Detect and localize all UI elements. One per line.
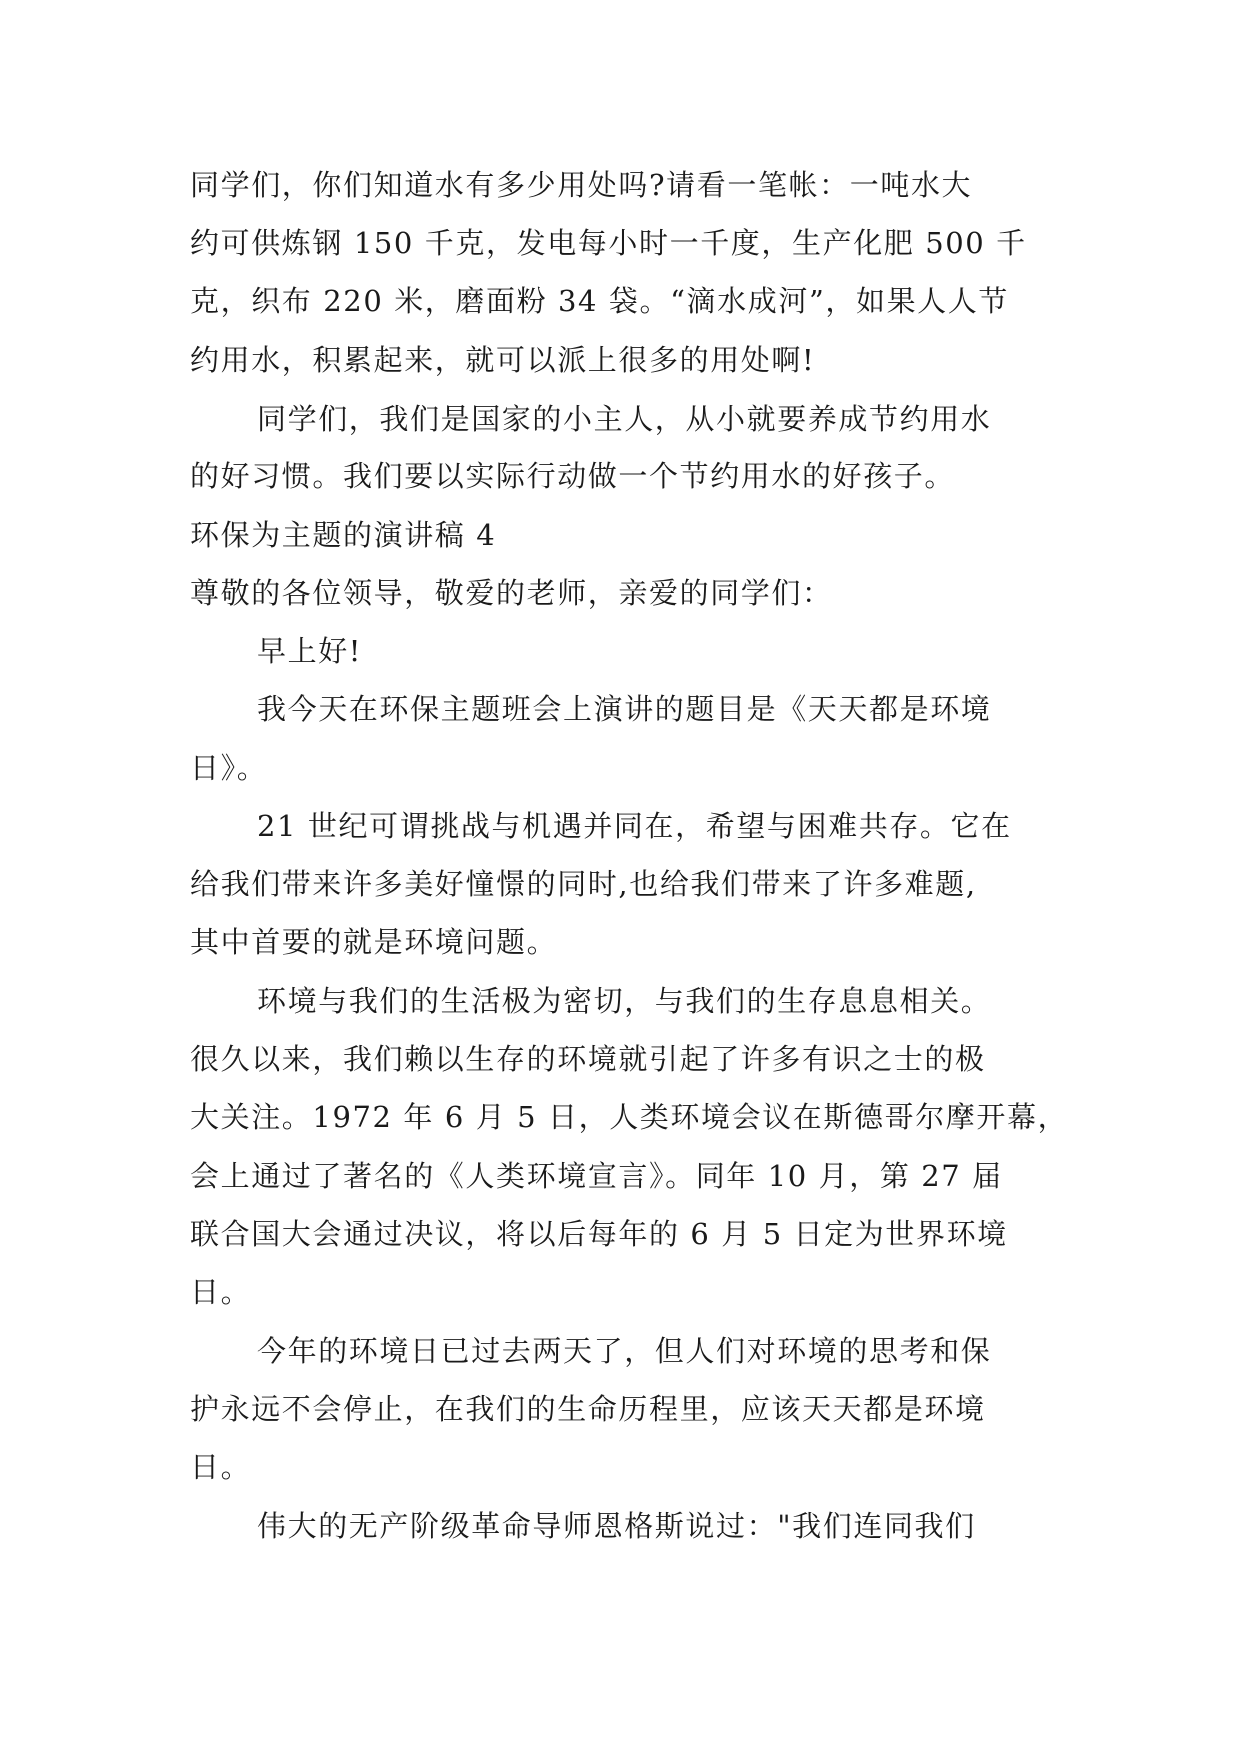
text-line: 伟大的无产阶级革命导师恩格斯说过："我们连同我们 (257, 1509, 976, 1543)
text-line: 日。 (190, 1450, 252, 1484)
text-line: 同学们，我们是国家的小主人，从小就要养成节约用水 (257, 402, 992, 436)
text-line: 很久以来，我们赖以生存的环境就引起了许多有识之士的极 (190, 1042, 986, 1076)
text-line: 克，织布 220 米，磨面粉 34 袋。“滴水成河”，如果人人节 (190, 284, 1009, 318)
text-line: 联合国大会通过决议，将以后每年的 6 月 5 日定为世界环境 (190, 1217, 1008, 1251)
text-line: 给我们带来许多美好憧憬的同时,也给我们带来了许多难题, (190, 867, 977, 901)
text-line: 环境与我们的生活极为密切，与我们的生存息息相关。 (257, 984, 992, 1018)
text-line: 今年的环境日已过去两天了，但人们对环境的思考和保 (257, 1334, 992, 1368)
text-line: 我今天在环保主题班会上演讲的题目是《天天都是环境 (257, 692, 992, 726)
text-line: 同学们，你们知道水有多少用处吗?请看一笔帐：一吨水大 (190, 168, 973, 202)
text-line: 的好习惯。我们要以实际行动做一个节约用水的好孩子。 (190, 459, 956, 493)
text-line: 大关注。1972 年 6 月 5 日，人类环境会议在斯德哥尔摩开幕， (190, 1100, 1069, 1134)
text-line: 其中首要的就是环境问题。 (190, 925, 558, 959)
section-heading: 环保为主题的演讲稿 4 (190, 518, 497, 552)
text-line: 日》。 (190, 751, 268, 785)
text-line: 21 世纪可谓挑战与机遇并同在，希望与困难共存。它在 (257, 809, 1012, 843)
text-line: 会上通过了著名的《人类环境宣言》。同年 10 月，第 27 届 (190, 1159, 1003, 1193)
salutation: 尊敬的各位领导，敬爱的老师，亲爱的同学们： (190, 576, 833, 610)
text-line: 约用水，积累起来，就可以派上很多的用处啊! (190, 343, 816, 377)
text-line: 早上好! (257, 634, 363, 668)
text-line: 护永远不会停止，在我们的生命历程里，应该天天都是环境 (190, 1392, 986, 1426)
text-line: 日。 (190, 1275, 252, 1309)
text-line: 约可供炼钢 150 千克，发电每小时一千度，生产化肥 500 千 (190, 226, 1027, 260)
